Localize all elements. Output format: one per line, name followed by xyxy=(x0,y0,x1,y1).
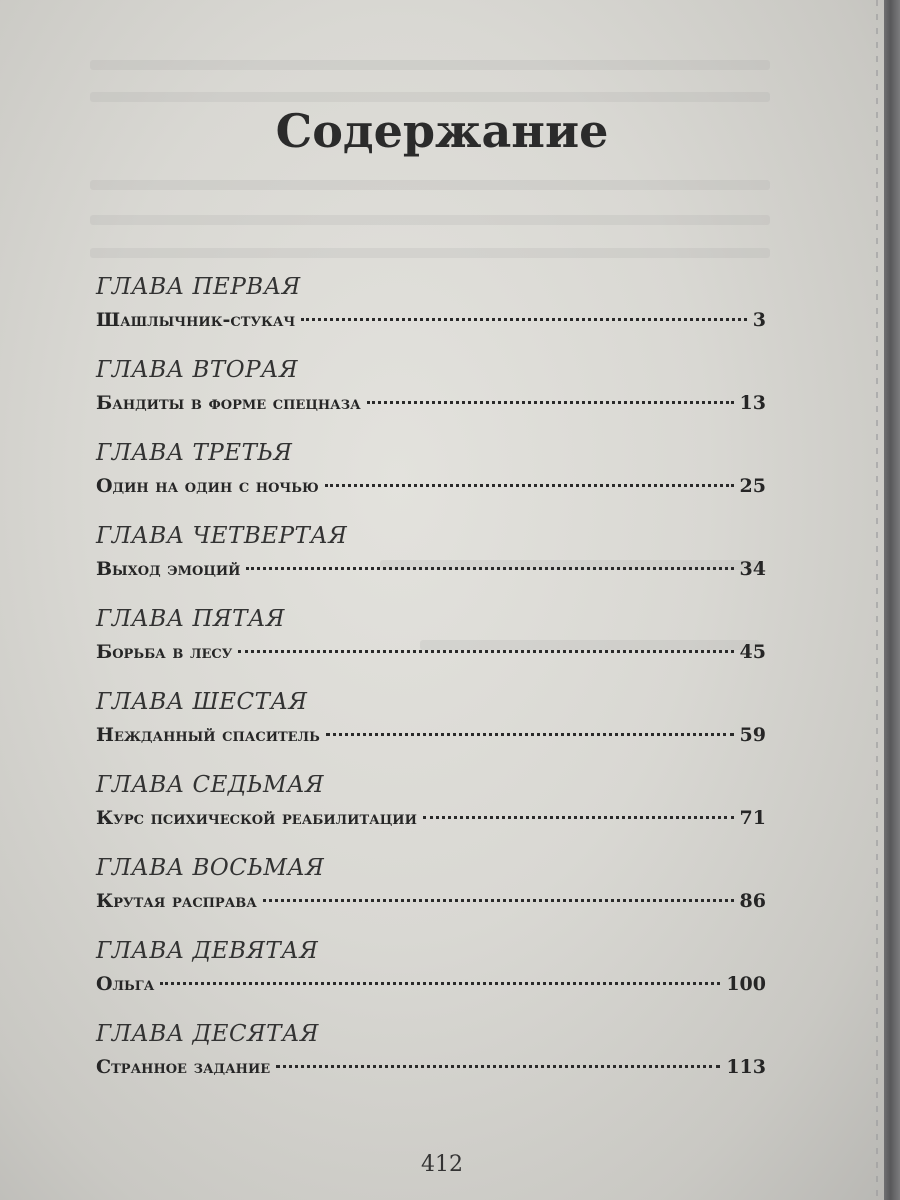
chapter-title: Шашлычник-стукач xyxy=(96,309,296,331)
toc-line xyxy=(96,721,766,749)
toc-entry xyxy=(96,521,766,604)
show-through-text xyxy=(90,92,770,102)
chapter-title: Ольга xyxy=(96,973,155,995)
dot-leader xyxy=(246,567,733,570)
page-title: Содержание xyxy=(275,104,609,158)
toc-line xyxy=(96,389,766,417)
toc-entry xyxy=(96,687,766,770)
dot-leader xyxy=(160,982,720,985)
page-ref: 34 xyxy=(739,558,766,580)
toc-entry xyxy=(96,438,766,521)
chapter-heading: ГЛАВА ВОСЬМАЯ xyxy=(96,855,325,881)
toc-entry xyxy=(96,355,766,438)
show-through-text xyxy=(90,180,770,190)
page-number: 412 xyxy=(421,1152,463,1177)
dot-leader xyxy=(325,484,734,487)
toc-line xyxy=(96,970,766,998)
chapter-heading: ГЛАВА ДЕСЯТАЯ xyxy=(96,1021,319,1047)
toc-entry xyxy=(96,1019,766,1102)
chapter-title: Нежданный спаситель xyxy=(96,724,320,746)
book-gutter xyxy=(884,0,900,1200)
toc-line xyxy=(96,555,766,583)
page-ref: 71 xyxy=(739,807,766,829)
show-through-text xyxy=(90,248,770,258)
show-through-text xyxy=(90,60,770,70)
page-ref: 100 xyxy=(726,973,766,995)
chapter-heading: ГЛАВА ПЕРВАЯ xyxy=(96,274,301,300)
page-ref: 25 xyxy=(739,475,766,497)
chapter-title: Бандиты в форме спецназа xyxy=(96,392,361,414)
binding-stitch xyxy=(876,0,878,1200)
toc-line xyxy=(96,306,766,334)
dot-leader xyxy=(423,816,734,819)
toc-line xyxy=(96,804,766,832)
page-ref: 13 xyxy=(739,392,766,414)
toc-entry xyxy=(96,604,766,687)
toc-entry xyxy=(96,770,766,853)
dot-leader xyxy=(276,1065,720,1068)
dot-leader xyxy=(263,899,734,902)
toc-entry xyxy=(96,936,766,1019)
chapter-title: Выход эмоций xyxy=(96,558,241,580)
show-through-text xyxy=(90,215,770,225)
chapter-title: Курс психической реабилитации xyxy=(96,807,417,829)
toc-line xyxy=(96,638,766,666)
page-ref: 113 xyxy=(726,1056,766,1078)
chapter-heading: ГЛАВА ВТОРАЯ xyxy=(96,357,299,383)
toc-entry xyxy=(96,272,766,355)
chapter-title: Странное задание xyxy=(96,1056,271,1078)
toc-entry xyxy=(96,853,766,936)
page-ref: 3 xyxy=(752,309,766,331)
chapter-title: Борьба в лесу xyxy=(96,641,233,663)
dot-leader xyxy=(326,733,734,736)
toc-line xyxy=(96,1053,766,1081)
chapter-heading: ГЛАВА ДЕВЯТАЯ xyxy=(96,938,319,964)
chapter-heading: ГЛАВА СЕДЬМАЯ xyxy=(96,772,325,798)
dot-leader xyxy=(238,650,733,653)
toc-line xyxy=(96,472,766,500)
chapter-heading: ГЛАВА ТРЕТЬЯ xyxy=(96,440,293,466)
dot-leader xyxy=(367,401,734,404)
chapter-title: Крутая расправа xyxy=(96,890,257,912)
chapter-heading: ГЛАВА ЧЕТВЕРТАЯ xyxy=(96,523,348,549)
page-ref: 59 xyxy=(739,724,766,746)
toc-line xyxy=(96,887,766,915)
table-of-contents xyxy=(96,272,766,1102)
page-ref: 86 xyxy=(739,890,766,912)
dot-leader xyxy=(301,318,746,321)
chapter-heading: ГЛАВА ШЕСТАЯ xyxy=(96,689,308,715)
chapter-title: Один на один с ночью xyxy=(96,475,319,497)
page-ref: 45 xyxy=(739,641,766,663)
chapter-heading: ГЛАВА ПЯТАЯ xyxy=(96,606,285,632)
